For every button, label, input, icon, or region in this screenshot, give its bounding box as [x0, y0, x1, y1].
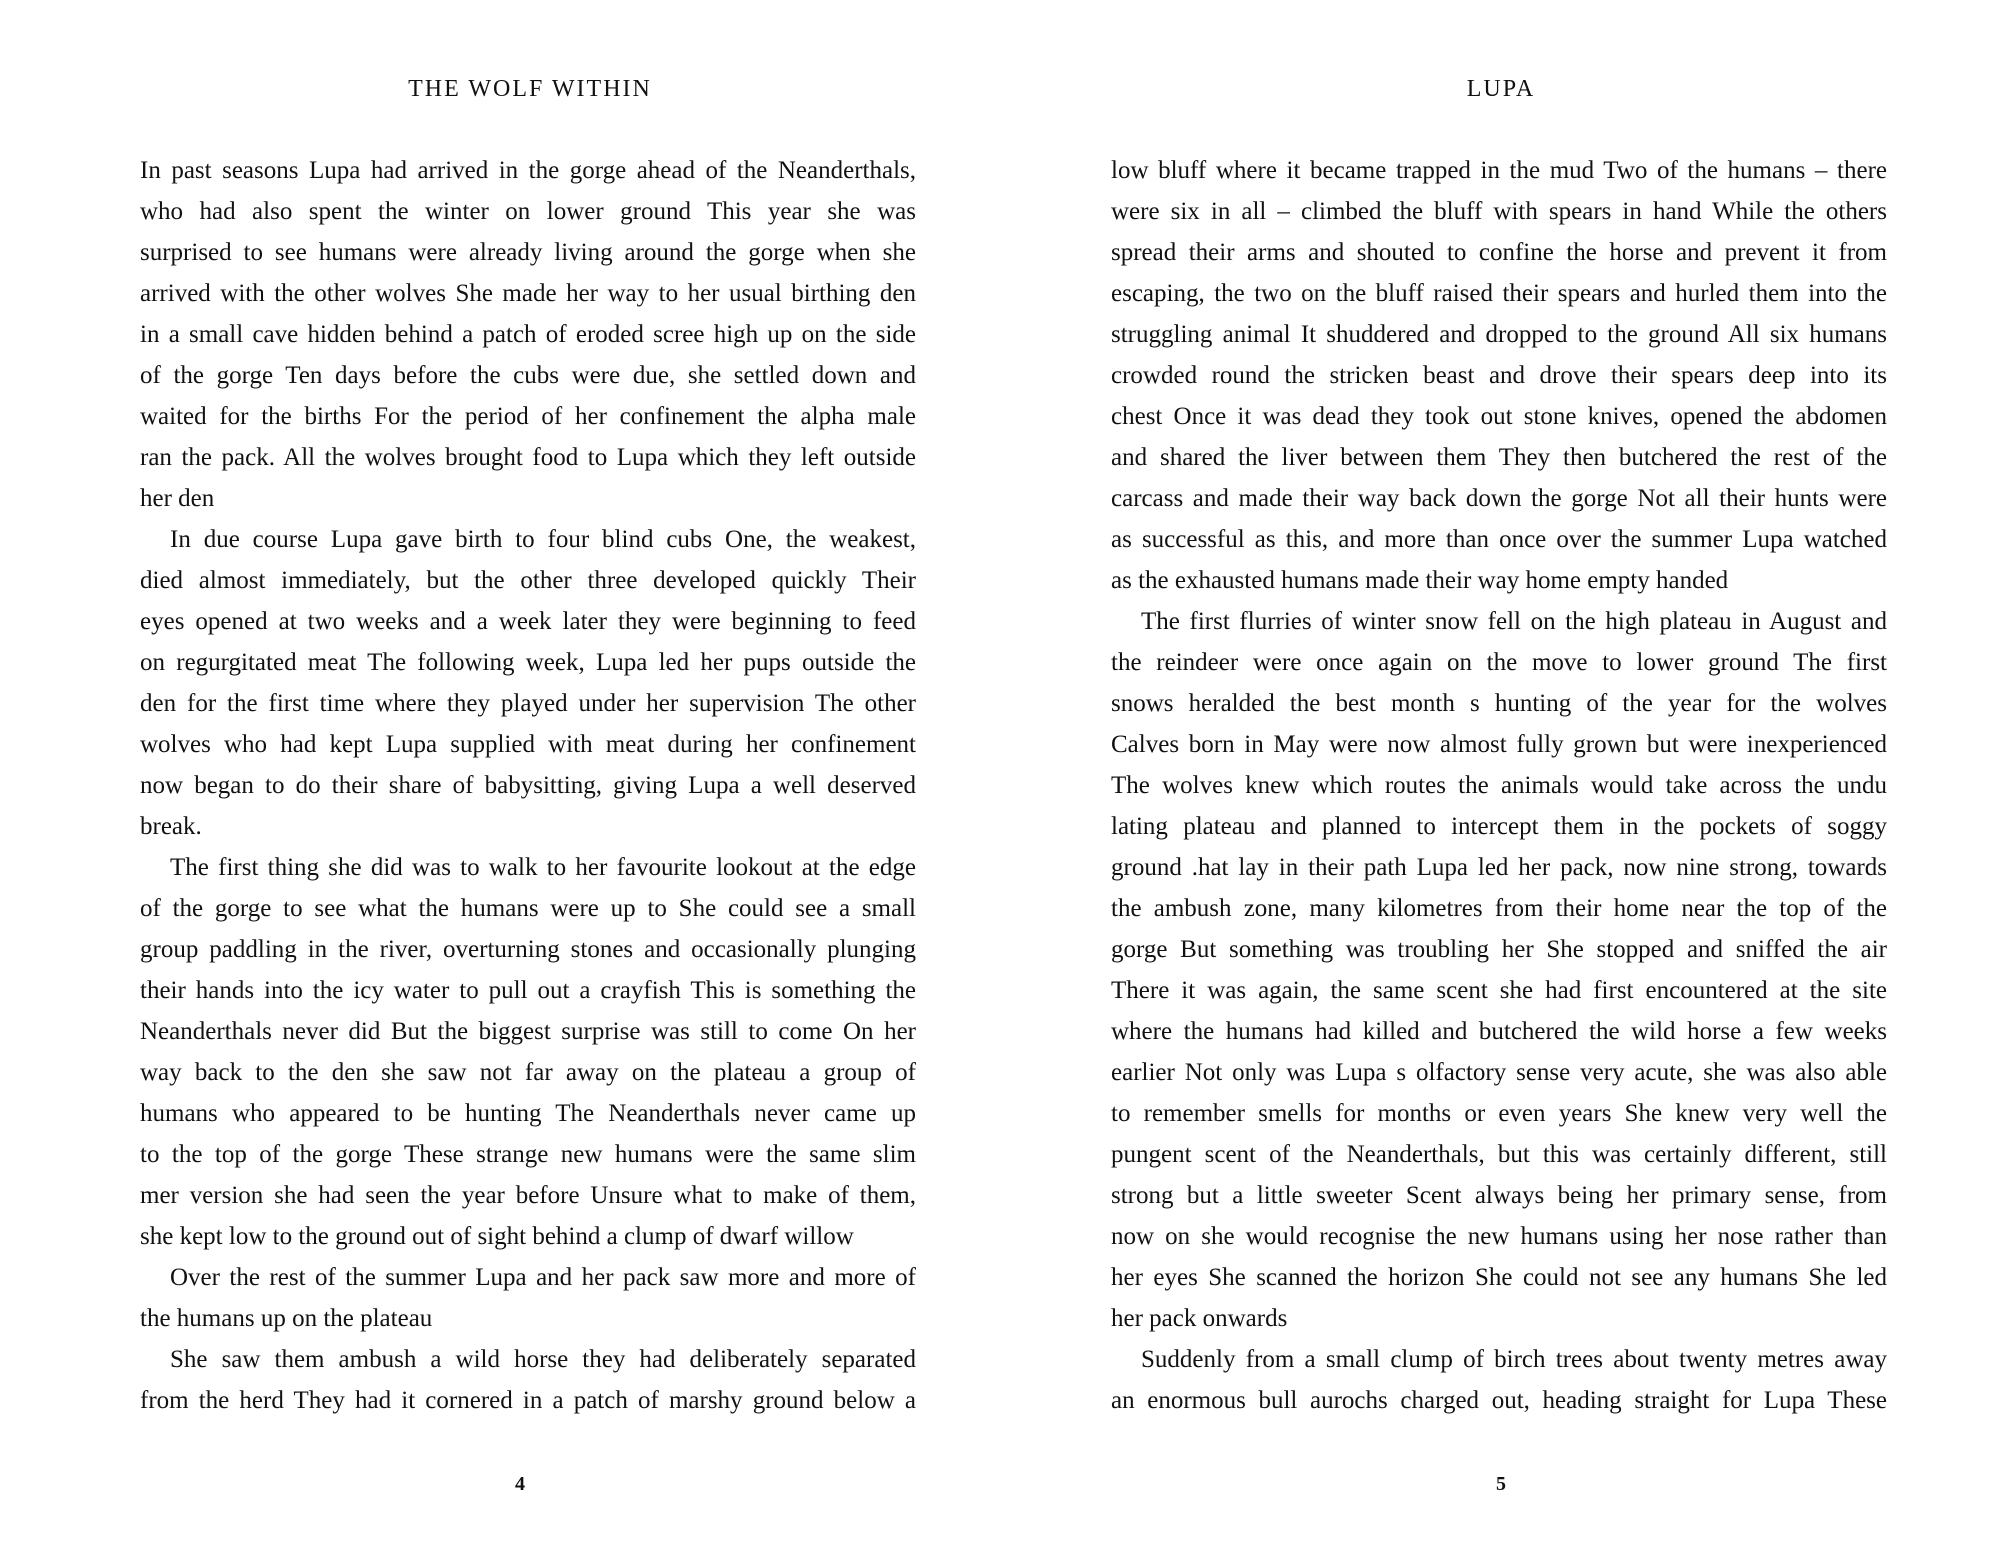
text-line: There it was again, the same scent she had first encountered at the site	[1111, 977, 1887, 1004]
text-line: pungent scent of the Neanderthals, but this was certainly different, still	[1111, 1141, 1887, 1168]
right-page	[1000, 0, 2000, 1567]
text-line: now began to do their share of babysitting, giving Lupa a well deserved	[140, 772, 916, 799]
text-line: the ambush zone, many kilometres from their home near the top of the	[1111, 895, 1887, 922]
text-line: of the gorge to see what the humans were up to She could see a small	[140, 895, 916, 922]
text-line: Suddenly from a small clump of birch trees about twenty metres away	[1141, 1346, 1887, 1373]
text-line: in a small cave hidden behind a patch of eroded scree high up on the side	[140, 321, 916, 348]
text-line: mer version she had seen the year before Unsure what to make of them,	[140, 1182, 916, 1209]
text-line: from the herd They had it cornered in a patch of marshy ground below a	[140, 1387, 916, 1414]
text-line: of the gorge Ten days before the cubs were due, she settled down and	[140, 362, 916, 389]
text-line: she kept low to the ground out of sight behind a clump of dwarf willow	[140, 1223, 854, 1250]
text-line: surprised to see humans were already living around the gorge when she	[140, 239, 916, 266]
text-line: In past seasons Lupa had arrived in the gorge ahead of the Neanderthals,	[140, 157, 916, 184]
text-line: way back to the den she saw not far away on the plateau a group of	[140, 1059, 916, 1086]
text-line: carcass and made their way back down the gorge Not all their hunts were	[1111, 485, 1887, 512]
text-line: In due course Lupa gave birth to four blind cubs One, the weakest,	[170, 526, 916, 553]
text-line: on regurgitated meat The following week, Lupa led her pups outside the	[140, 649, 916, 676]
text-line: She saw them ambush a wild horse they had deliberately separated	[170, 1346, 916, 1373]
text-line: and shared the liver between them They then butchered the rest of the	[1111, 444, 1887, 471]
text-line: her pack onwards	[1111, 1305, 1288, 1332]
text-line: their hands into the icy water to pull out a crayfish This is something the	[140, 977, 916, 1004]
text-line: low bluff where it became trapped in the mud Two of the humans – there	[1111, 157, 1887, 184]
text-line: The wolves knew which routes the animals would take across the undu	[1111, 772, 1887, 799]
text-line: waited for the births For the period of her confinement the alpha male	[140, 403, 916, 430]
text-line: The first thing she did was to walk to her favourite lookout at the edge	[170, 854, 916, 881]
text-line: crowded round the stricken beast and drove their spears deep into its	[1111, 362, 1887, 389]
text-line: her den	[140, 485, 215, 512]
text-line: break.	[140, 813, 202, 840]
text-line: to remember smells for months or even years She knew very well the	[1111, 1100, 1887, 1127]
text-line: wolves who had kept Lupa supplied with meat during her confinement	[140, 731, 916, 758]
text-line: were six in all – climbed the bluff with spears in hand While the others	[1111, 198, 1887, 225]
text-line: arrived with the other wolves She made her way to her usual birthing den	[140, 280, 916, 307]
text-line: snows heralded the best month s hunting of the year for the wolves	[1111, 690, 1887, 717]
text-line: as successful as this, and more than once over the summer Lupa watched	[1111, 526, 1887, 553]
text-line: as the exhausted humans made their way home empty handed	[1111, 567, 1729, 594]
text-line: an enormous bull aurochs charged out, heading straight for Lupa These	[1111, 1387, 1887, 1414]
left-running-head: THE WOLF WITHIN	[408, 76, 652, 102]
text-line: lating plateau and planned to intercept them in the pockets of soggy	[1111, 813, 1887, 840]
text-line: now on she would recognise the new humans using her nose rather than	[1111, 1223, 1887, 1250]
text-line: Calves born in May were now almost fully grown but were inexperienced	[1111, 731, 1887, 758]
text-line: spread their arms and shouted to confine the horse and prevent it from	[1111, 239, 1887, 266]
text-line: ground .hat lay in their path Lupa led her pack, now nine strong, towards	[1111, 854, 1887, 881]
text-line: chest Once it was dead they took out stone knives, opened the abdomen	[1111, 403, 1887, 430]
text-line: den for the first time where they played under her supervision The other	[140, 690, 916, 717]
text-line: The first flurries of winter snow fell on the high plateau in August and	[1141, 608, 1887, 635]
text-line: ran the pack. All the wolves brought food to Lupa which they left outside	[140, 444, 916, 471]
right-running-head: LUPA	[1466, 76, 1536, 102]
text-line: struggling animal It shuddered and dropped to the ground All six humans	[1111, 321, 1887, 348]
text-line: Over the rest of the summer Lupa and her pack saw more and more of	[170, 1264, 916, 1291]
text-line: group paddling in the river, overturning stones and occasionally plunging	[140, 936, 916, 963]
right-body-text	[1111, 150, 1887, 1421]
text-line: the humans up on the plateau	[140, 1305, 433, 1332]
text-line: died almost immediately, but the other three developed quickly Their	[140, 567, 916, 594]
text-line: humans who appeared to be hunting The Neanderthals never came up	[140, 1100, 916, 1127]
text-line: where the humans had killed and butchered the wild horse a few weeks	[1111, 1018, 1887, 1045]
text-line: who had also spent the winter on lower ground This year she was	[140, 198, 916, 225]
text-line: Neanderthals never did But the biggest surprise was still to come On her	[140, 1018, 916, 1045]
text-line: gorge But something was troubling her She stopped and sniffed the air	[1111, 936, 1887, 963]
text-line: eyes opened at two weeks and a week later they were beginning to feed	[140, 608, 916, 635]
text-line: earlier Not only was Lupa s olfactory sense very acute, she was also able	[1111, 1059, 1887, 1086]
left-body-text	[140, 150, 916, 1421]
right-page-number: 5	[1496, 1473, 1506, 1495]
text-line: to the top of the gorge These strange new humans were the same slim	[140, 1141, 916, 1168]
text-line: her eyes She scanned the horizon She could not see any humans She led	[1111, 1264, 1887, 1291]
text-line: the reindeer were once again on the move to lower ground The first	[1111, 649, 1887, 676]
text-line: strong but a little sweeter Scent always being her primary sense, from	[1111, 1182, 1887, 1209]
text-line: escaping, the two on the bluff raised their spears and hurled them into the	[1111, 280, 1887, 307]
left-page-number: 4	[515, 1473, 525, 1495]
